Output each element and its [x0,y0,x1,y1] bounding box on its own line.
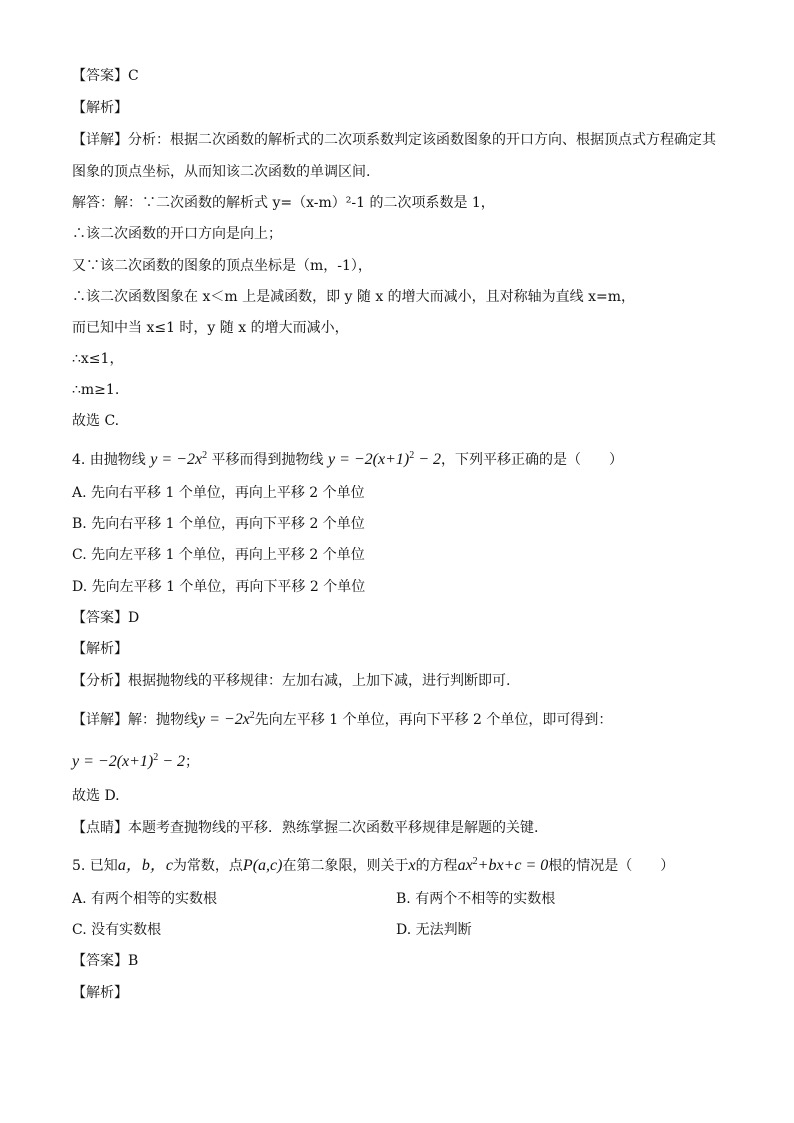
detail-line: ∴m≥1. [72,382,120,398]
detail-line: ∴该二次函数图象在 x＜m 上是减函数，即 y 随 x 的增大而减小，且对称轴为直线 x=m， [72,289,636,305]
option-c: C. 没有实数根 [72,922,162,938]
detail-line: 【详解】解：抛物线$y = -2x^2$先向左平移 1 个单位，再向下平移 2 个单位，即可得到： [72,710,613,728]
option-a: A. 先向右平移 1 个单位，再向上平移 2 个单位 [72,485,365,501]
option-a: A. 有两个相等的实数根 [72,891,218,907]
analysis-label: 【解析】 [72,641,128,657]
result-equation: $y = -2(x+1)^2 - 2$； [72,752,200,770]
analysis-label: 【解析】 [72,100,128,116]
detail-line: ∴该二次函数的开口方向是向上； [72,226,282,242]
answer-label: 【答案】B [72,953,139,969]
choice-line: 故选 D. [72,788,120,804]
option-b: B. 有两个不相等的实数根 [396,891,556,907]
detail-line: 解答：解：∵二次函数的解析式 y=（x-m）²-1 的二次项系数是 1， [72,195,495,211]
option-d: D. 先向左平移 1 个单位，再向下平移 2 个单位 [72,579,366,595]
detail-line: 又∵该二次函数的图象的顶点坐标是（m，-1）， [72,258,372,274]
question-5: 5. 已知a，b，c为常数，点P(a,c)在第二象限，则关于x的方程$ax^2+bx+c = 0$根的情况是（ ） [72,856,675,874]
option-b: B. 先向右平移 1 个单位，再向下平移 2 个单位 [72,516,365,532]
option-d: D. 无法判断 [396,922,472,938]
choice-line: 故选 C. [72,413,120,429]
detail-line: 【详解】分析：根据二次函数的解析式的二次项系数判定该函数图象的开口方向、根据顶点式方程确定其 [72,132,716,148]
analysis-label: 【解析】 [72,985,128,1001]
answer-label: 【答案】D [72,610,140,626]
detail-line: 而已知中当 x≤1 时，y 随 x 的增大而减小， [72,320,349,336]
answer-label: 【答案】C [72,68,139,84]
question-4: 4. 由抛物线 $y = -2x^2$ 平移而得到抛物线 $y = -2(x+1)^2 - 2$，下列平移正确的是（ ） [72,450,624,468]
comment-line: 【点睛】本题考查抛物线的平移．熟练掌握二次函数平移规律是解题的关键. [72,820,539,836]
analysis-text: 【分析】根据抛物线的平移规律：左加右减，上加下减，进行判断即可. [72,673,511,689]
detail-line: 图象的顶点坐标，从而知该二次函数的单调区间. [72,164,371,180]
detail-line: ∴x≤1， [72,351,124,367]
option-c: C. 先向左平移 1 个单位，再向上平移 2 个单位 [72,547,365,563]
